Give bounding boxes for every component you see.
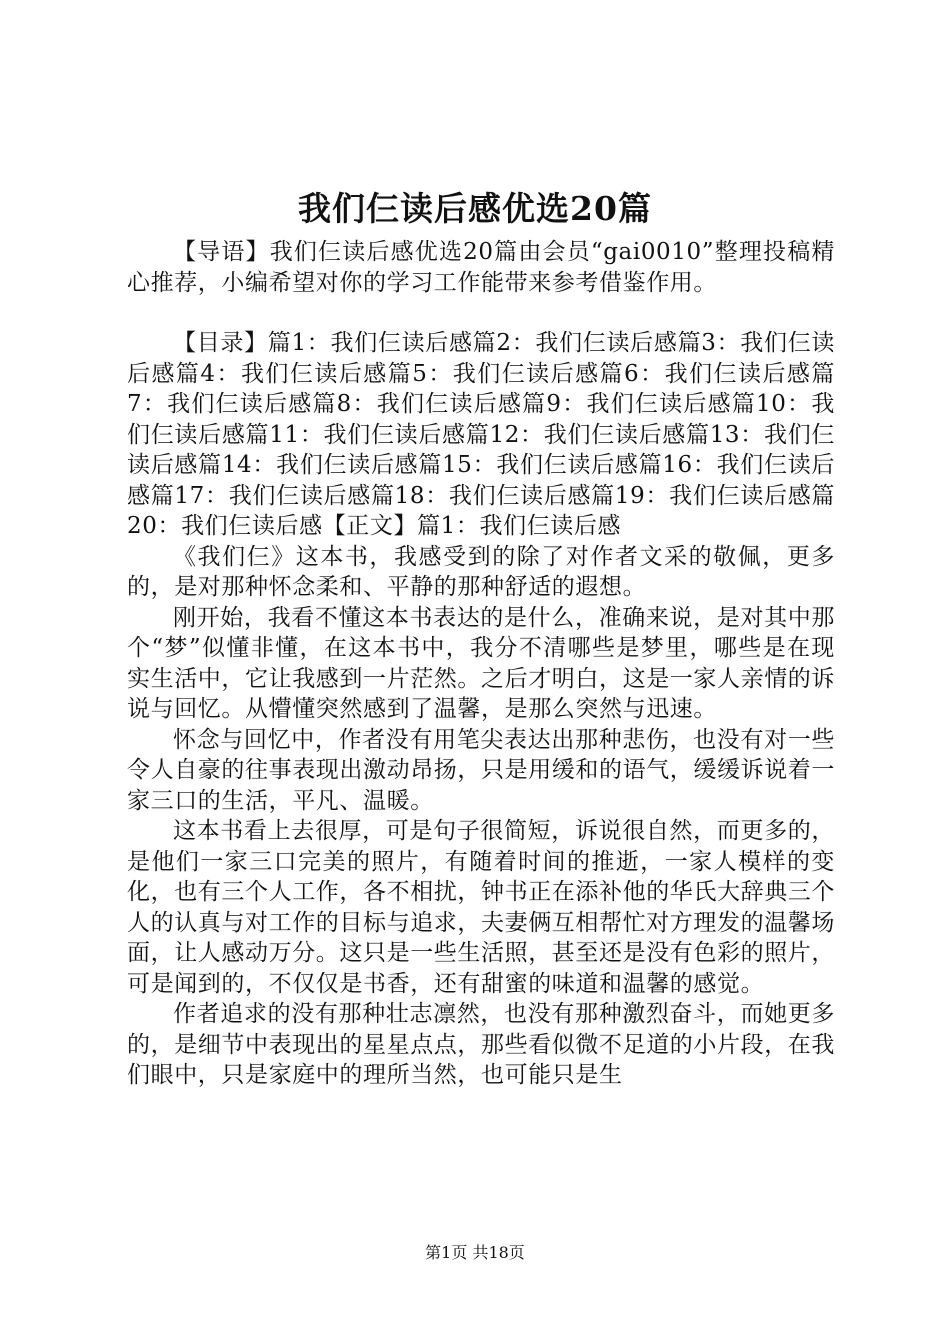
page-footer: 第1页 共18页 (425, 1243, 525, 1262)
body-paragraph: 这本书看上去很厚，可是句子很简短，诉说很自然，而更多的，是他们一家三口完美的照片，有随着时间的推逝，一家人模样的变化，也有三个人工作，各不相扰，钟书正在添补他的华氏大辞典三个人的认真与对工作的目标与追求，夫妻俩互相帮忙对方理发的温馨场面，让人感动万分。这只是一些生活照，甚至还是没有色彩的照片，可是闻到的，不仅仅是书香，还有甜蜜的味道和温馨的感觉。 (127, 818, 835, 997)
body-paragraph: 《我们仨》这本书，我感受到的除了对作者文采的敬佩，更多的，是对那种怀念柔和、平静的那种舒适的遐想。 (127, 543, 835, 600)
body-paragraph: 怀念与回忆中，作者没有用笔尖表达出那种悲伤，也没有对一些令人自豪的往事表现出激动昂扬，只是用缓和的语气，缓缓诉说着一家三口的生活，平凡、温暖。 (127, 726, 835, 814)
main-text (127, 328, 835, 1091)
lead-section (127, 237, 835, 298)
body-paragraph: 作者追求的没有那种壮志凛然，也没有那种激烈奋斗，而她更多的，是细节中表现出的星星点点，那些看似微不足道的小片段，在我们眼中，只是家庭中的理所当然，也可能只是生 (127, 1001, 835, 1088)
document-title: 我们仨读后感优选20篇 (298, 189, 652, 228)
body-paragraph: 刚开始，我看不懂这本书表达的是什么，准确来说，是对其中那个“梦”似懂非懂，在这本书中，我分不清哪些是梦里，哪些是在现实生活中，它让我感到一片茫然。之后才明白，这是一家人亲情的诉说与回忆。从懵懂突然感到了温馨，是那么突然与迅速。 (127, 604, 835, 722)
toc-paragraph: 【目录】篇1：我们仨读后感篇2：我们仨读后感篇3：我们仨读后感篇4：我们仨读后感篇5：我们仨读后感篇6：我们仨读后感篇7：我们仨读后感篇8：我们仨读后感篇9：我们仨读后感篇10：我们仨读后感篇11：我们仨读后感篇12：我们仨读后感篇13：我们仨读后感篇14：我们仨读后感篇15：我们仨读后感篇16：我们仨读后感篇17：我们仨读后感篇18：我们仨读后感篇19：我们仨读后感篇20：我们仨读后感【正文】篇1：我们仨读后感 (127, 330, 835, 539)
lead-paragraph: 【导语】我们仨读后感优选20篇由会员“gai0010”整理投稿精心推荐，小编希望对你的学习工作能带来参考借鉴作用。 (127, 239, 835, 296)
